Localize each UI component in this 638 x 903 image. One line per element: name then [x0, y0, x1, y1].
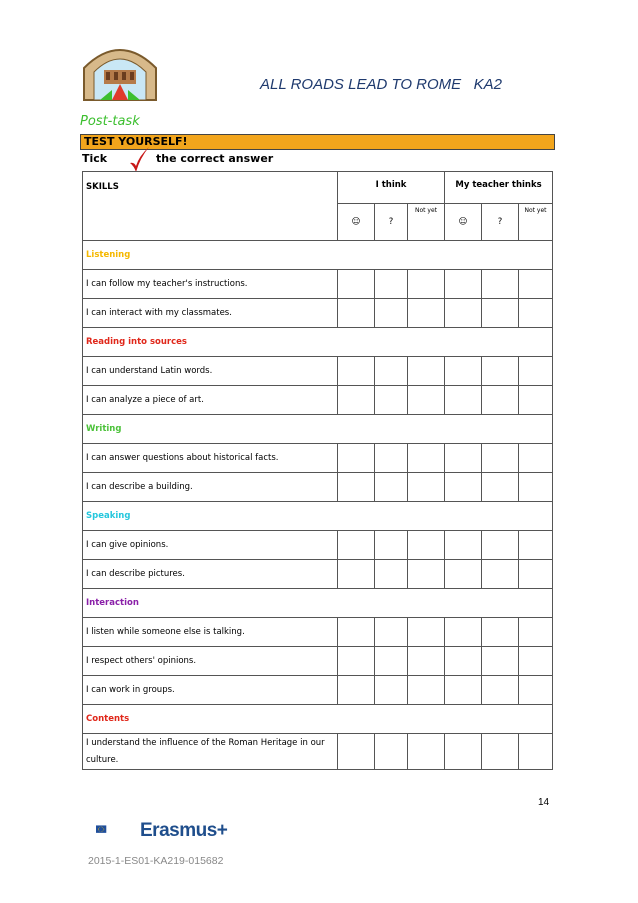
self-assessment-cell[interactable]: [375, 676, 408, 705]
self-assessment-cell[interactable]: [375, 531, 408, 560]
category-writing: Writing: [83, 415, 553, 444]
skill-statement: I respect others' opinions.: [83, 647, 338, 676]
self-assessment-cell[interactable]: [375, 647, 408, 676]
skill-statement: I listen while someone else is talking.: [83, 618, 338, 647]
self-assessment-cell[interactable]: [375, 299, 408, 328]
checkmark-icon: [128, 146, 150, 174]
skills-header: SKILLS: [83, 172, 338, 241]
teacher-assessment-cell[interactable]: [445, 299, 482, 328]
skill-statement: I understand the influence of the Roman Heritage in our culture.: [83, 734, 338, 770]
teacher-assessment-cell[interactable]: [482, 734, 519, 770]
teacher-assessment-cell[interactable]: [445, 618, 482, 647]
skills-self-assessment-table: [82, 171, 553, 770]
teacher-assessment-cell[interactable]: [445, 676, 482, 705]
teacher-assessment-cell[interactable]: [482, 560, 519, 589]
teacher-assessment-cell[interactable]: [482, 386, 519, 415]
teacher-assessment-cell[interactable]: [482, 444, 519, 473]
self-assessment-cell[interactable]: [408, 618, 445, 647]
teacher-assessment-cell[interactable]: [519, 734, 553, 770]
self-assessment-cell[interactable]: [375, 357, 408, 386]
skill-statement: I can describe pictures.: [83, 560, 338, 589]
teacher-assessment-cell[interactable]: [519, 531, 553, 560]
teacher-assessment-cell[interactable]: [445, 386, 482, 415]
category-reading-into-sources: Reading into sources: [83, 328, 553, 357]
self-assessment-cell[interactable]: [338, 618, 375, 647]
teacher-assessment-cell[interactable]: [445, 560, 482, 589]
self-assessment-cell[interactable]: [338, 444, 375, 473]
teacher-thinks-header: My teacher thinks: [445, 172, 553, 204]
smiley-icon: ☺: [338, 204, 375, 241]
document-header-title: ALL ROADS LEAD TO ROME KA2: [260, 76, 503, 93]
teacher-assessment-cell[interactable]: [482, 357, 519, 386]
eu-flag-icon: [96, 812, 136, 848]
self-assessment-cell[interactable]: [408, 270, 445, 299]
self-assessment-cell[interactable]: [375, 734, 408, 770]
self-assessment-cell[interactable]: [338, 270, 375, 299]
skill-statement: I can analyze a piece of art.: [83, 386, 338, 415]
teacher-assessment-cell[interactable]: [445, 444, 482, 473]
teacher-assessment-cell[interactable]: [445, 531, 482, 560]
self-assessment-cell[interactable]: [408, 647, 445, 676]
teacher-assessment-cell[interactable]: [482, 676, 519, 705]
erasmus-logo-text: Erasmus+: [140, 820, 228, 841]
self-assessment-cell[interactable]: [408, 531, 445, 560]
teacher-assessment-cell[interactable]: [445, 357, 482, 386]
self-assessment-cell[interactable]: [338, 473, 375, 502]
not-yet-header: Not yet: [408, 204, 445, 241]
teacher-assessment-cell[interactable]: [519, 299, 553, 328]
self-assessment-cell[interactable]: [408, 734, 445, 770]
teacher-assessment-cell[interactable]: [519, 618, 553, 647]
category-listening: Listening: [83, 241, 553, 270]
test-yourself-banner: TEST YOURSELF!: [80, 134, 555, 150]
skill-statement: I can work in groups.: [83, 676, 338, 705]
self-assessment-cell[interactable]: [338, 676, 375, 705]
self-assessment-cell[interactable]: [375, 473, 408, 502]
self-assessment-cell[interactable]: [408, 676, 445, 705]
skill-statement: I can interact with my classmates.: [83, 299, 338, 328]
category-speaking: Speaking: [83, 502, 553, 531]
teacher-assessment-cell[interactable]: [445, 473, 482, 502]
teacher-assessment-cell[interactable]: [482, 299, 519, 328]
tick-label: Tick: [82, 152, 108, 165]
self-assessment-cell[interactable]: [338, 734, 375, 770]
skill-row: [83, 386, 553, 415]
skill-statement: I can give opinions.: [83, 531, 338, 560]
self-assessment-cell[interactable]: [338, 560, 375, 589]
teacher-assessment-cell[interactable]: [482, 270, 519, 299]
skill-row: [83, 676, 553, 705]
category-interaction: Interaction: [83, 589, 553, 618]
self-assessment-cell[interactable]: [375, 560, 408, 589]
post-task-heading: Post-task: [80, 114, 140, 129]
teacher-assessment-cell[interactable]: [445, 647, 482, 676]
self-assessment-cell[interactable]: [408, 444, 445, 473]
skill-row: [83, 734, 553, 770]
skill-row: [83, 531, 553, 560]
self-assessment-cell[interactable]: [408, 386, 445, 415]
self-assessment-cell[interactable]: [338, 647, 375, 676]
teacher-assessment-cell[interactable]: [519, 676, 553, 705]
self-assessment-cell[interactable]: [408, 299, 445, 328]
not-yet-header: Not yet: [519, 204, 553, 241]
page-number: 14: [538, 797, 550, 808]
skill-row: [83, 560, 553, 589]
self-assessment-cell[interactable]: [408, 560, 445, 589]
category-contents: Contents: [83, 705, 553, 734]
teacher-assessment-cell[interactable]: [482, 531, 519, 560]
project-code: 2015-1-ES01-KA219-015682: [88, 855, 224, 867]
self-assessment-cell[interactable]: [338, 386, 375, 415]
self-assessment-cell[interactable]: [375, 270, 408, 299]
skill-statement: I can describe a building.: [83, 473, 338, 502]
tick-instruction-text: the correct answer: [156, 152, 274, 165]
skill-row: [83, 270, 553, 299]
skill-statement: I can understand Latin words.: [83, 357, 338, 386]
project-logo: [78, 40, 162, 102]
teacher-assessment-cell[interactable]: [519, 473, 553, 502]
self-assessment-cell[interactable]: [408, 473, 445, 502]
question-mark-header: ?: [482, 204, 519, 241]
teacher-assessment-cell[interactable]: [519, 270, 553, 299]
skill-row: [83, 618, 553, 647]
teacher-assessment-cell[interactable]: [519, 357, 553, 386]
teacher-assessment-cell[interactable]: [519, 444, 553, 473]
teacher-assessment-cell[interactable]: [445, 270, 482, 299]
skill-statement: I can follow my teacher's instructions.: [83, 270, 338, 299]
teacher-assessment-cell[interactable]: [482, 473, 519, 502]
skill-statement: I can answer questions about historical facts.: [83, 444, 338, 473]
teacher-assessment-cell[interactable]: [482, 647, 519, 676]
self-assessment-cell[interactable]: [338, 531, 375, 560]
teacher-assessment-cell[interactable]: [445, 734, 482, 770]
smiley-icon: ☺: [445, 204, 482, 241]
self-assessment-cell[interactable]: [338, 299, 375, 328]
skill-row: [83, 647, 553, 676]
skill-row: [83, 473, 553, 502]
self-assessment-cell[interactable]: [375, 618, 408, 647]
tick-instruction: [82, 152, 274, 165]
self-assessment-cell[interactable]: [375, 386, 408, 415]
self-assessment-cell[interactable]: [408, 357, 445, 386]
teacher-assessment-cell[interactable]: [519, 386, 553, 415]
self-assessment-cell[interactable]: [338, 357, 375, 386]
i-think-header: I think: [338, 172, 445, 204]
skill-row: [83, 444, 553, 473]
teacher-assessment-cell[interactable]: [482, 618, 519, 647]
teacher-assessment-cell[interactable]: [519, 560, 553, 589]
skill-row: [83, 299, 553, 328]
teacher-assessment-cell[interactable]: [519, 647, 553, 676]
skill-row: [83, 357, 553, 386]
question-mark-header: ?: [375, 204, 408, 241]
self-assessment-cell[interactable]: [375, 444, 408, 473]
